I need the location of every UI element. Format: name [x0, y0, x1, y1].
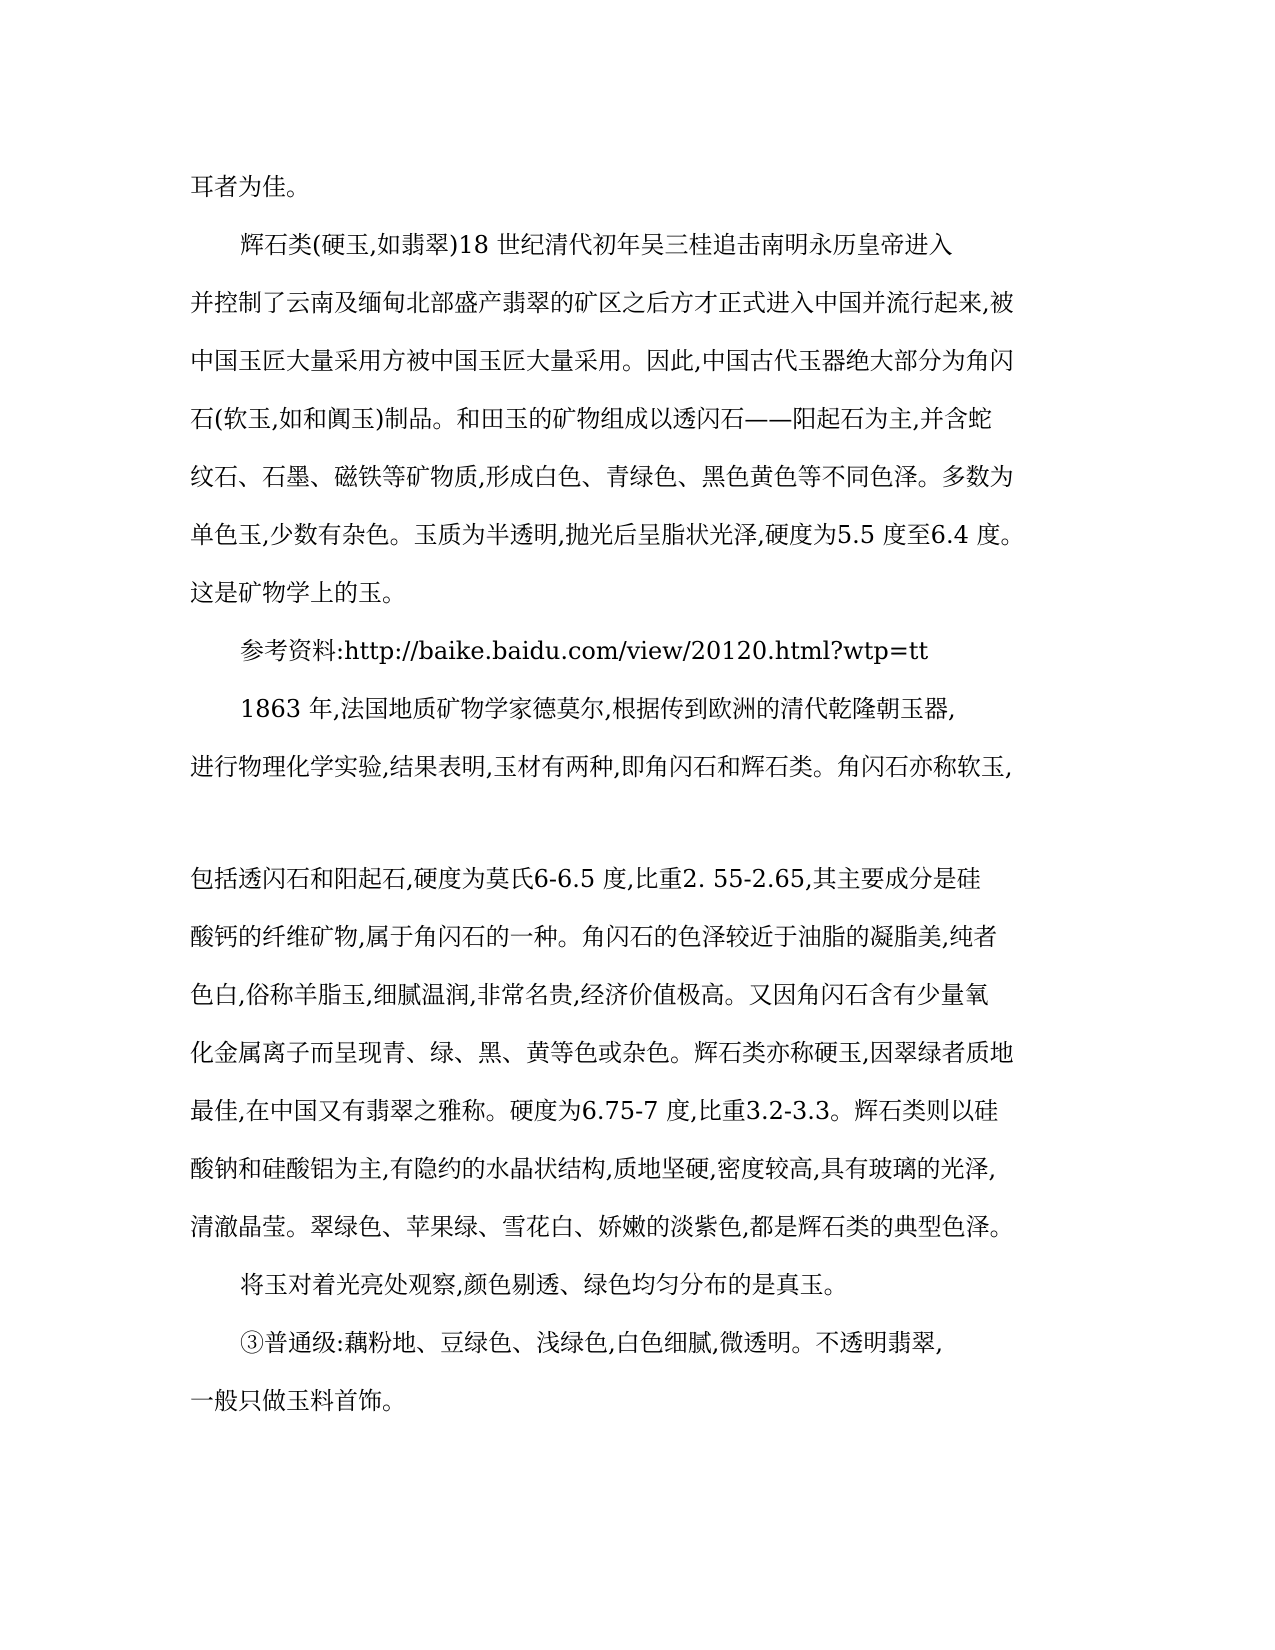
text-line: 酸钠和硅酸铝为主,有隐约的水晶状结构,质地坚硬,密度较高,具有玻璃的光泽, [190, 1155, 997, 1183]
text-line: 耳者为佳。 [190, 173, 310, 201]
text-line: 进行物理化学实验,结果表明,玉材有两种,即角闪石和辉石类。角闪石亦称软玉, [190, 753, 1013, 781]
text-line: 包括透闪石和阳起石,硬度为莫氏6-6.5 度,比重2. 55-2.65,其主要成分是硅 [190, 865, 981, 893]
text-line: 单色玉,少数有杂色。玉质为半透明,抛光后呈脂状光泽,硬度为5.5 度至6.4 度。 [190, 521, 1025, 549]
text-line: 最佳,在中国又有翡翠之雅称。硬度为6.75-7 度,比重3.2-3.3。辉石类则以硅 [190, 1097, 999, 1125]
text-line: 酸钙的纤维矿物,属于角闪石的一种。角闪石的色泽较近于油脂的凝脂美,纯者 [190, 923, 998, 951]
text-line: 中国玉匠大量采用方被中国玉匠大量采用。因此,中国古代玉器绝大部分为角闪 [190, 347, 1014, 375]
text-line: 这是矿物学上的玉。 [190, 579, 406, 607]
text-line: 并控制了云南及缅甸北部盛产翡翠的矿区之后方才正式进入中国并流行起来,被 [190, 289, 1014, 317]
paragraph-start-line: 辉石类(硬玉,如翡翠)18 世纪清代初年吴三桂追击南明永历皇帝进入 [240, 231, 953, 259]
text-line: 色白,俗称羊脂玉,细腻温润,非常名贵,经济价值极高。又因角闪石含有少量氧 [190, 981, 989, 1009]
text-line: 一般只做玉料首饰。 [190, 1387, 406, 1415]
text-line: 化金属离子而呈现青、绿、黑、黄等色或杂色。辉石类亦称硬玉,因翠绿者质地 [190, 1039, 1014, 1067]
text-line: 石(软玉,如和阗玉)制品。和田玉的矿物组成以透闪石——阳起石为主,并含蛇 [190, 405, 992, 433]
text-line: 清澈晶莹。翠绿色、苹果绿、雪花白、娇嫩的淡紫色,都是辉石类的典型色泽。 [190, 1213, 1014, 1241]
reference-link-line: 参考资料:http://baike.baidu.com/view/20120.html?wtp=tt [240, 637, 929, 665]
paragraph-start-line: 将玉对着光亮处观察,颜色剔透、绿色均匀分布的是真玉。 [240, 1271, 848, 1299]
text-line: 纹石、石墨、磁铁等矿物质,形成白色、青绿色、黑色黄色等不同色泽。多数为 [190, 463, 1014, 491]
paragraph-start-line: 1863 年,法国地质矿物学家德莫尔,根据传到欧洲的清代乾隆朝玉器, [240, 695, 956, 723]
paragraph-start-line: ③普通级:藕粉地、豆绿色、浅绿色,白色细腻,微透明。不透明翡翠, [240, 1329, 943, 1357]
